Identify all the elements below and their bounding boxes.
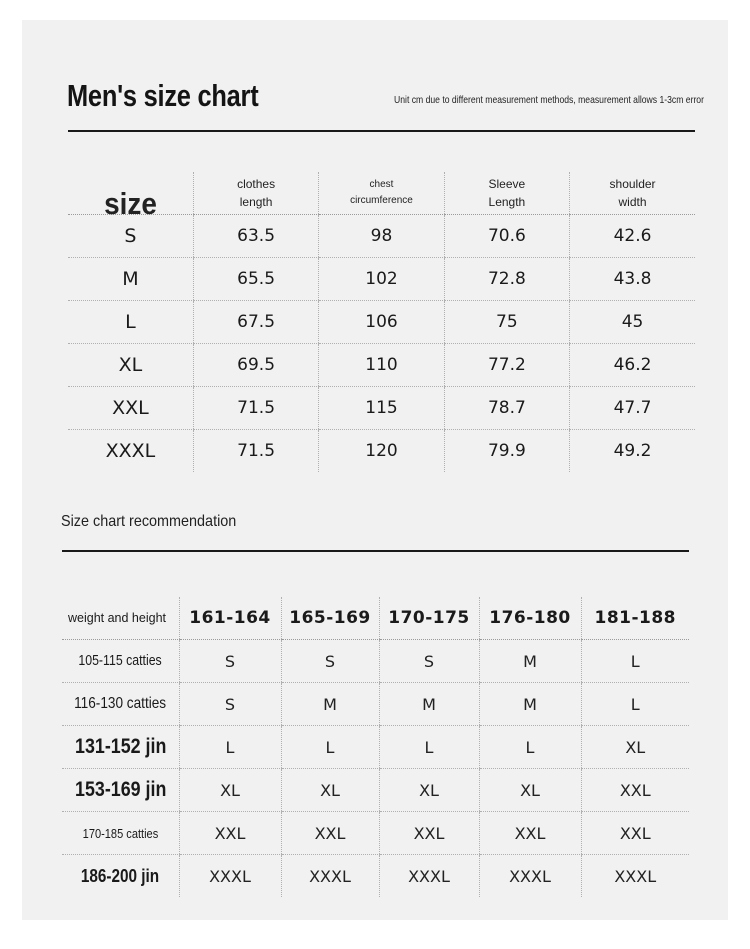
sleeve-cell: 75 xyxy=(444,301,569,344)
chest-cell: 115 xyxy=(319,387,444,430)
recommended-size: L xyxy=(379,726,479,769)
table-row xyxy=(62,855,689,898)
height-header: 170-175 xyxy=(379,597,479,640)
height-header: 165-169 xyxy=(281,597,379,640)
size-cell: XXXL xyxy=(105,440,156,462)
shoulder-cell: 49.2 xyxy=(570,430,695,473)
weight-label: 116-130 catties xyxy=(62,683,179,726)
measurement-note: Unit cm due to different measurement methods, measurement allows 1-3cm error xyxy=(394,94,704,106)
recommended-size: XXXL xyxy=(379,855,479,898)
shoulder-cell: 46.2 xyxy=(570,344,695,387)
recommended-size: M xyxy=(281,683,379,726)
sleeve-cell: 79.9 xyxy=(444,430,569,473)
recommended-size: XXL xyxy=(281,812,379,855)
table-row xyxy=(68,215,695,258)
weight-label: 153-169 jin xyxy=(62,769,179,812)
size-cell: M xyxy=(68,258,193,301)
recommended-size: XXL xyxy=(379,812,479,855)
recommended-size: M xyxy=(379,683,479,726)
recommended-size: S xyxy=(179,683,281,726)
recommended-size: XXXL xyxy=(179,855,281,898)
col-header-clothes-length: clothes length xyxy=(193,172,318,215)
chest-cell: 98 xyxy=(319,215,444,258)
recommended-size: XXL xyxy=(179,812,281,855)
clothes-length-cell: 71.5 xyxy=(193,430,318,473)
chest-cell: 102 xyxy=(319,258,444,301)
recommended-size: XL xyxy=(281,769,379,812)
table-row xyxy=(68,258,695,301)
recommendation-title: Size chart recommendation xyxy=(61,513,237,530)
col-header-chest-circumference: chest circumference xyxy=(319,172,444,215)
table-row xyxy=(62,812,689,855)
recommendation-header xyxy=(62,597,689,640)
recommended-size: XXL xyxy=(581,812,689,855)
recommended-size: XXL xyxy=(479,812,581,855)
table-row xyxy=(62,683,689,726)
shoulder-cell: 47.7 xyxy=(570,387,695,430)
table-row xyxy=(68,430,695,473)
chest-cell: 110 xyxy=(319,344,444,387)
page-title: Men's size chart xyxy=(67,78,259,113)
col-header-size: size xyxy=(74,172,187,215)
size-table xyxy=(68,172,695,472)
col-header-sleeve-length: Sleeve Length xyxy=(444,172,569,215)
size-table-header xyxy=(68,172,695,215)
clothes-length-cell: 63.5 xyxy=(193,215,318,258)
sleeve-cell: 72.8 xyxy=(444,258,569,301)
weight-label: 186-200 jin xyxy=(81,865,160,886)
height-header: 176-180 xyxy=(479,597,581,640)
height-header: 161-164 xyxy=(179,597,281,640)
recommended-size: L xyxy=(179,726,281,769)
recommended-size: S xyxy=(179,640,281,683)
recommended-size: L xyxy=(281,726,379,769)
table-row xyxy=(62,769,689,812)
recommended-size: XL xyxy=(379,769,479,812)
size-cell: XXL xyxy=(68,387,193,430)
recommended-size: XXXL xyxy=(581,855,689,898)
sleeve-cell: 77.2 xyxy=(444,344,569,387)
recommendation-divider xyxy=(62,550,689,552)
table-row xyxy=(68,301,695,344)
recommendation-table xyxy=(62,597,689,897)
recommended-size: M xyxy=(479,683,581,726)
clothes-length-cell: 71.5 xyxy=(193,387,318,430)
size-cell: L xyxy=(68,301,193,344)
table-row xyxy=(62,640,689,683)
table-row xyxy=(68,344,695,387)
recommended-size: S xyxy=(379,640,479,683)
recommended-size: L xyxy=(581,640,689,683)
corner-label: weight and height xyxy=(62,597,179,640)
weight-label: 170-185 catties xyxy=(62,812,179,855)
table-row xyxy=(68,387,695,430)
recommended-size: S xyxy=(281,640,379,683)
table-row xyxy=(62,726,689,769)
chest-cell: 120 xyxy=(319,430,444,473)
recommended-size: M xyxy=(479,640,581,683)
col-header-shoulder-width: shoulder width xyxy=(570,172,695,215)
shoulder-cell: 45 xyxy=(570,301,695,344)
weight-label: 105-115 catties xyxy=(62,640,179,683)
clothes-length-cell: 65.5 xyxy=(193,258,318,301)
recommended-size: XL xyxy=(581,726,689,769)
recommended-size: L xyxy=(581,683,689,726)
recommended-size: XL xyxy=(479,769,581,812)
height-header: 181-188 xyxy=(581,597,689,640)
chest-cell: 106 xyxy=(319,301,444,344)
shoulder-cell: 43.8 xyxy=(570,258,695,301)
sleeve-cell: 78.7 xyxy=(444,387,569,430)
clothes-length-cell: 69.5 xyxy=(193,344,318,387)
recommended-size: XL xyxy=(179,769,281,812)
recommended-size: XXXL xyxy=(479,855,581,898)
weight-label: 131-152 jin xyxy=(62,726,179,769)
title-divider xyxy=(68,130,695,132)
sleeve-cell: 70.6 xyxy=(444,215,569,258)
recommended-size: XXL xyxy=(581,769,689,812)
recommended-size: XXXL xyxy=(281,855,379,898)
size-cell: XL xyxy=(68,344,193,387)
shoulder-cell: 42.6 xyxy=(570,215,695,258)
clothes-length-cell: 67.5 xyxy=(193,301,318,344)
size-cell: S xyxy=(68,215,193,258)
recommended-size: L xyxy=(479,726,581,769)
